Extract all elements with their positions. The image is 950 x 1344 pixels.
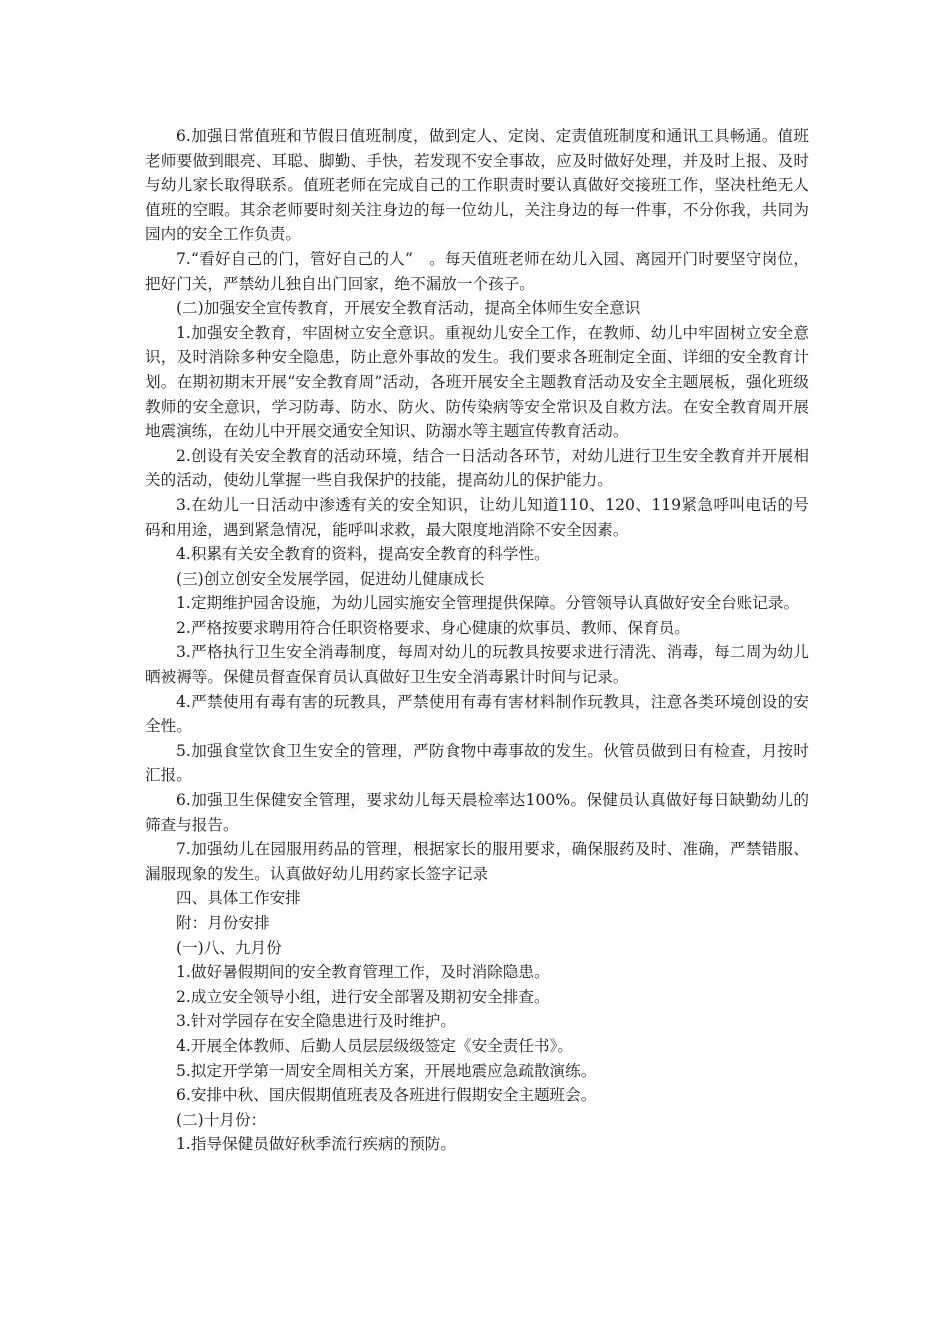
list-item: 3.针对学园存在安全隐患进行及时维护。 [176,1012,456,1031]
paragraph-guard-gate: 7.“看好自己的门，管好自己的人” 。每天值班老师在幼儿入园、离园开门时要坚守岗位，把好门关，严禁幼儿独自出门回家，绝不漏放一个孩子。 [145,249,809,293]
list-item: 4.开展全体教师、后勤人员层层级级签定《安全责任书》。 [176,1036,573,1055]
paragraph-toy-safety: 4.严禁使用有毒有害的玩教具，严禁使用有毒有害材料制作玩教具，注意各类环境创设的安全性。 [145,692,809,736]
paragraph-canteen-safety: 5.加强食堂饮食卫生安全的管理，严防食物中毒事故的发生。伙管员做到日有检查，月按时汇报。 [145,741,809,785]
subheading-october: (二)十月份： [176,1110,267,1129]
paragraph-duty-system: 6.加强日常值班和节假日值班制度，做到定人、定岗、定责值班制度和通讯工具畅通。值班老师要做到眼亮、耳聪、脚勤、手快，若发现不安全事故，应及时做好处理，并及时上报、及时与幼儿家长取得联系。值班老师在完成自己的工作职责时要认真做好交接班工作，坚决杜绝无人值班的空暇。其余老师要时刻关注身边的每一位幼儿，关注身边的每一件事，不分你我，共同为园内的安全工作负责。 [145,127,809,244]
paragraph-emergency-numbers: 3.在幼儿一日活动中渗透有关的安全知识，让幼儿知道110、120、119紧急呼叫电话的号码和用途，遇到紧急情况，能呼叫求救，最大限度地消除不安全因素。 [145,495,809,539]
section-heading-work-schedule: 四、具体工作安排 [176,889,301,908]
section-heading-safety-education: (二)加强安全宣传教育，开展安全教育活动，提高全体师生安全意识 [176,299,641,318]
list-item: 5.拟定开学第一周安全周相关方案，开展地震应急疏散演练。 [176,1061,597,1080]
paragraph-medication: 7.加强幼儿在园服用药品的管理，根据家长的服用要求，确保服药及时、准确，严禁错服、漏服现象的发生。认真做好幼儿用药家长签字记录 [145,840,809,883]
paragraph-disinfection: 3.严格执行卫生安全消毒制度，每周对幼儿的玩教具按要求进行清洗、消毒，每二周为幼儿晒被褥等。保健员督查保育员认真做好卫生安全消毒累计时间与记录。 [145,643,809,687]
paragraph-monthly-note: 附：月份安排 [176,914,270,932]
list-item: 1.指导保健员做好秋季流行疾病的预防。 [176,1135,456,1154]
list-item: 6.安排中秋、国庆假期值班表及各班进行假期安全主题班会。 [176,1086,597,1105]
subheading-aug-sep: (一)八、九月份 [176,938,282,957]
paragraph-health-check: 6.加强卫生保健安全管理，要求幼儿每天晨检率达100%。保健员认真做好每日缺勤幼儿的筛查与报告。 [145,791,809,834]
document-body [145,124,809,1157]
paragraph-safety-awareness: 1.加强安全教育，牢固树立安全意识。重视幼儿安全工作，在教师、幼儿中牢固树立安全意识，及时消除多种安全隐患，防止意外事故的发生。我们要求各班制定全面、详细的安全教育计划。在期初期末开展“安全教育周”活动，各班开展安全主题教育活动及安全主题展板，强化班级教师的安全意识，学习防毒、防水、防火、防传染病等安全常识及自救方法。在安全教育周开展地震演练，在幼儿中开展交通安全知识、防溺水等主题宣传教育活动。 [145,323,809,441]
paragraph-education-environment: 2.创设有关安全教育的活动环境，结合一日活动各环节，对幼儿进行卫生安全教育并开展相关的活动，使幼儿掌握一些自我保护的技能，提高幼儿的保护能力。 [145,446,809,490]
paragraph-facility-maintenance: 1.定期维护园舍设施，为幼儿园实施安全管理提供保障。分管领导认真做好安全台账记录。 [176,594,800,613]
list-item: 2.成立安全领导小组，进行安全部署及期初安全排查。 [176,987,550,1006]
paragraph-staff-hiring: 2.严格按要求聘用符合任职资格要求、身心健康的炊事员、教师、保育员。 [176,618,690,637]
list-item: 1.做好暑假期间的安全教育管理工作，及时消除隐患。 [176,963,550,982]
section-heading-safe-campus: (三)创立创安全发展学园，促进幼儿健康成长 [176,569,485,588]
paragraph-education-materials: 4.积累有关安全教育的资料，提高安全教育的科学性。 [176,545,550,564]
